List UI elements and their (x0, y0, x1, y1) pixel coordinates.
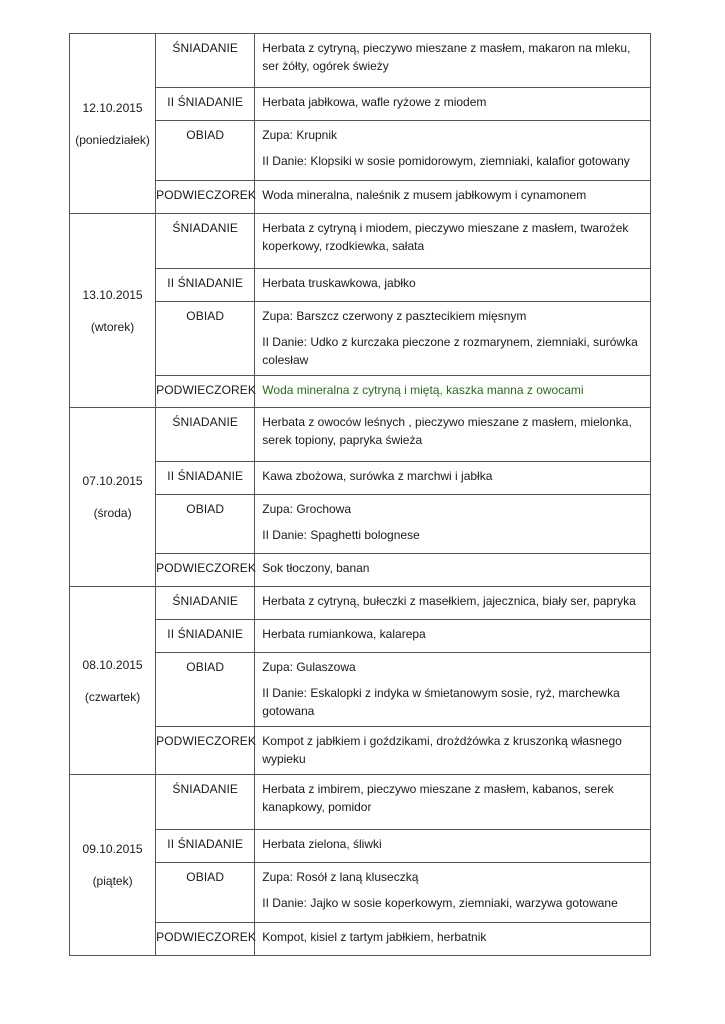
day-cell (70, 775, 156, 956)
meal-label: PODWIECZOREK (156, 727, 255, 775)
meal-description-line: Herbata z cytryną, pieczywo mieszane z masłem, makaron na mleku, ser żółty, ogórek świeży (262, 41, 631, 73)
meal-label: II ŚNIADANIE (156, 620, 255, 653)
meal-label: OBIAD (156, 121, 255, 181)
meal-row (70, 587, 651, 620)
meal-description (255, 269, 651, 302)
meal-label: PODWIECZOREK (156, 376, 255, 408)
meal-description-line: Zupa: Grochowa (262, 502, 352, 516)
meal-label: OBIAD (156, 302, 255, 376)
day-date: 07.10.2015 (82, 474, 143, 488)
day-cell (70, 34, 156, 214)
meal-label: PODWIECZOREK (156, 554, 255, 587)
meal-description (255, 302, 651, 376)
meal-description-line: Woda mineralna z cytryną i miętą, kaszka manna z owocami (262, 383, 584, 397)
meal-description-line: II Danie: Eskalopki z indyka w śmietanowym sosie, ryż, marchewka gotowana (262, 686, 620, 718)
meal-description-line: Zupa: Rosół z laną kluseczką (262, 870, 419, 884)
weekly-menu-table (69, 33, 651, 956)
menu-table-body (70, 34, 651, 956)
meal-label: II ŚNIADANIE (156, 88, 255, 121)
meal-label: ŚNIADANIE (156, 587, 255, 620)
meal-label: PODWIECZOREK (156, 923, 255, 956)
day-date: 09.10.2015 (82, 842, 143, 856)
meal-row (70, 495, 651, 554)
meal-description-line: Sok tłoczony, banan (262, 561, 370, 575)
meal-label: ŚNIADANIE (156, 408, 255, 462)
meal-description-line: Herbata jabłkowa, wafle ryżowe z miodem (262, 95, 487, 109)
meal-label: II ŚNIADANIE (156, 269, 255, 302)
meal-row (70, 554, 651, 587)
meal-description-line: Zupa: Barszcz czerwony z pasztecikiem mięsnym (262, 309, 527, 323)
meal-description (255, 214, 651, 269)
meal-description-line: Herbata truskawkowa, jabłko (262, 276, 416, 290)
meal-row (70, 462, 651, 495)
meal-row (70, 727, 651, 775)
meal-description (255, 181, 651, 214)
meal-row (70, 653, 651, 727)
meal-description-line: Zupa: Krupnik (262, 128, 338, 142)
meal-row (70, 830, 651, 863)
meal-description-line: Zupa: Gulaszowa (262, 660, 356, 674)
meal-row (70, 88, 651, 121)
meal-row (70, 269, 651, 302)
meal-label: OBIAD (156, 653, 255, 727)
day-weekday: (środa) (93, 506, 132, 520)
meal-label: ŚNIADANIE (156, 775, 255, 830)
meal-description (255, 923, 651, 956)
day-cell (70, 587, 156, 775)
meal-description (255, 775, 651, 830)
meal-row (70, 775, 651, 830)
day-weekday: (piątek) (92, 874, 133, 888)
meal-description (255, 620, 651, 653)
meal-row (70, 121, 651, 181)
meal-description (255, 408, 651, 462)
meal-row (70, 214, 651, 269)
day-cell (70, 214, 156, 408)
meal-label: ŚNIADANIE (156, 214, 255, 269)
meal-description (255, 88, 651, 121)
meal-label: OBIAD (156, 495, 255, 554)
meal-description-line: Herbata z imbirem, pieczywo mieszane z masłem, kabanos, serek kanapkowy, pomidor (262, 782, 614, 814)
day-date: 08.10.2015 (82, 657, 143, 672)
meal-description-line: II Danie: Jajko w sosie koperkowym, ziemniaki, warzywa gotowane (262, 896, 618, 910)
meal-description-line: Kawa zbożowa, surówka z marchwi i jabłka (262, 469, 493, 483)
meal-row (70, 408, 651, 462)
meal-description-line: Herbata z cytryną, bułeczki z masełkiem, jajecznica, biały ser, papryka (262, 594, 636, 608)
meal-label: II ŚNIADANIE (156, 462, 255, 495)
meal-row (70, 863, 651, 923)
meal-label: ŚNIADANIE (156, 34, 255, 88)
meal-description-line: II Danie: Klopsiki w sosie pomidorowym, ziemniaki, kalafior gotowany (262, 154, 630, 168)
meal-description (255, 121, 651, 181)
meal-description (255, 554, 651, 587)
meal-description-line: Herbata z cytryną i miodem, pieczywo mieszane z masłem, twarożek koperkowy, rzodkiewka, sałata (262, 221, 629, 253)
meal-description (255, 830, 651, 863)
day-weekday: (poniedziałek) (75, 132, 150, 147)
meal-row (70, 923, 651, 956)
meal-label: PODWIECZOREK (156, 181, 255, 214)
meal-description-line: Herbata z owoców leśnych , pieczywo mieszane z masłem, mielonka, serek topiony, papryka świeża (262, 415, 632, 447)
meal-description (255, 587, 651, 620)
meal-row (70, 181, 651, 214)
day-weekday: (czwartek) (84, 689, 141, 704)
meal-description-line: II Danie: Spaghetti bolognese (262, 528, 420, 542)
day-cell (70, 408, 156, 587)
meal-description (255, 34, 651, 88)
meal-description (255, 462, 651, 495)
meal-description (255, 727, 651, 775)
meal-description-line: Kompot, kisiel z tartym jabłkiem, herbatnik (262, 930, 487, 944)
meal-row (70, 620, 651, 653)
meal-description-line: Woda mineralna, naleśnik z musem jabłkowym i cynamonem (262, 188, 587, 202)
meal-description-line: Herbata zielona, śliwki (262, 837, 382, 851)
meal-label: II ŚNIADANIE (156, 830, 255, 863)
day-date: 13.10.2015 (82, 287, 143, 302)
meal-description-line: II Danie: Udko z kurczaka pieczone z rozmarynem, ziemniaki, surówka colesław (262, 335, 638, 367)
meal-row (70, 302, 651, 376)
meal-description (255, 495, 651, 554)
meal-description (255, 376, 651, 408)
meal-description-line: Herbata rumiankowa, kalarepa (262, 627, 426, 641)
meal-row (70, 34, 651, 88)
day-date: 12.10.2015 (82, 100, 143, 115)
day-weekday: (wtorek) (90, 319, 135, 334)
meal-description (255, 863, 651, 923)
meal-description (255, 653, 651, 727)
meal-row (70, 376, 651, 408)
meal-label: OBIAD (156, 863, 255, 923)
meal-description-line: Kompot z jabłkiem i goździkami, drożdżówka z kruszonką własnego wypieku (262, 734, 622, 766)
